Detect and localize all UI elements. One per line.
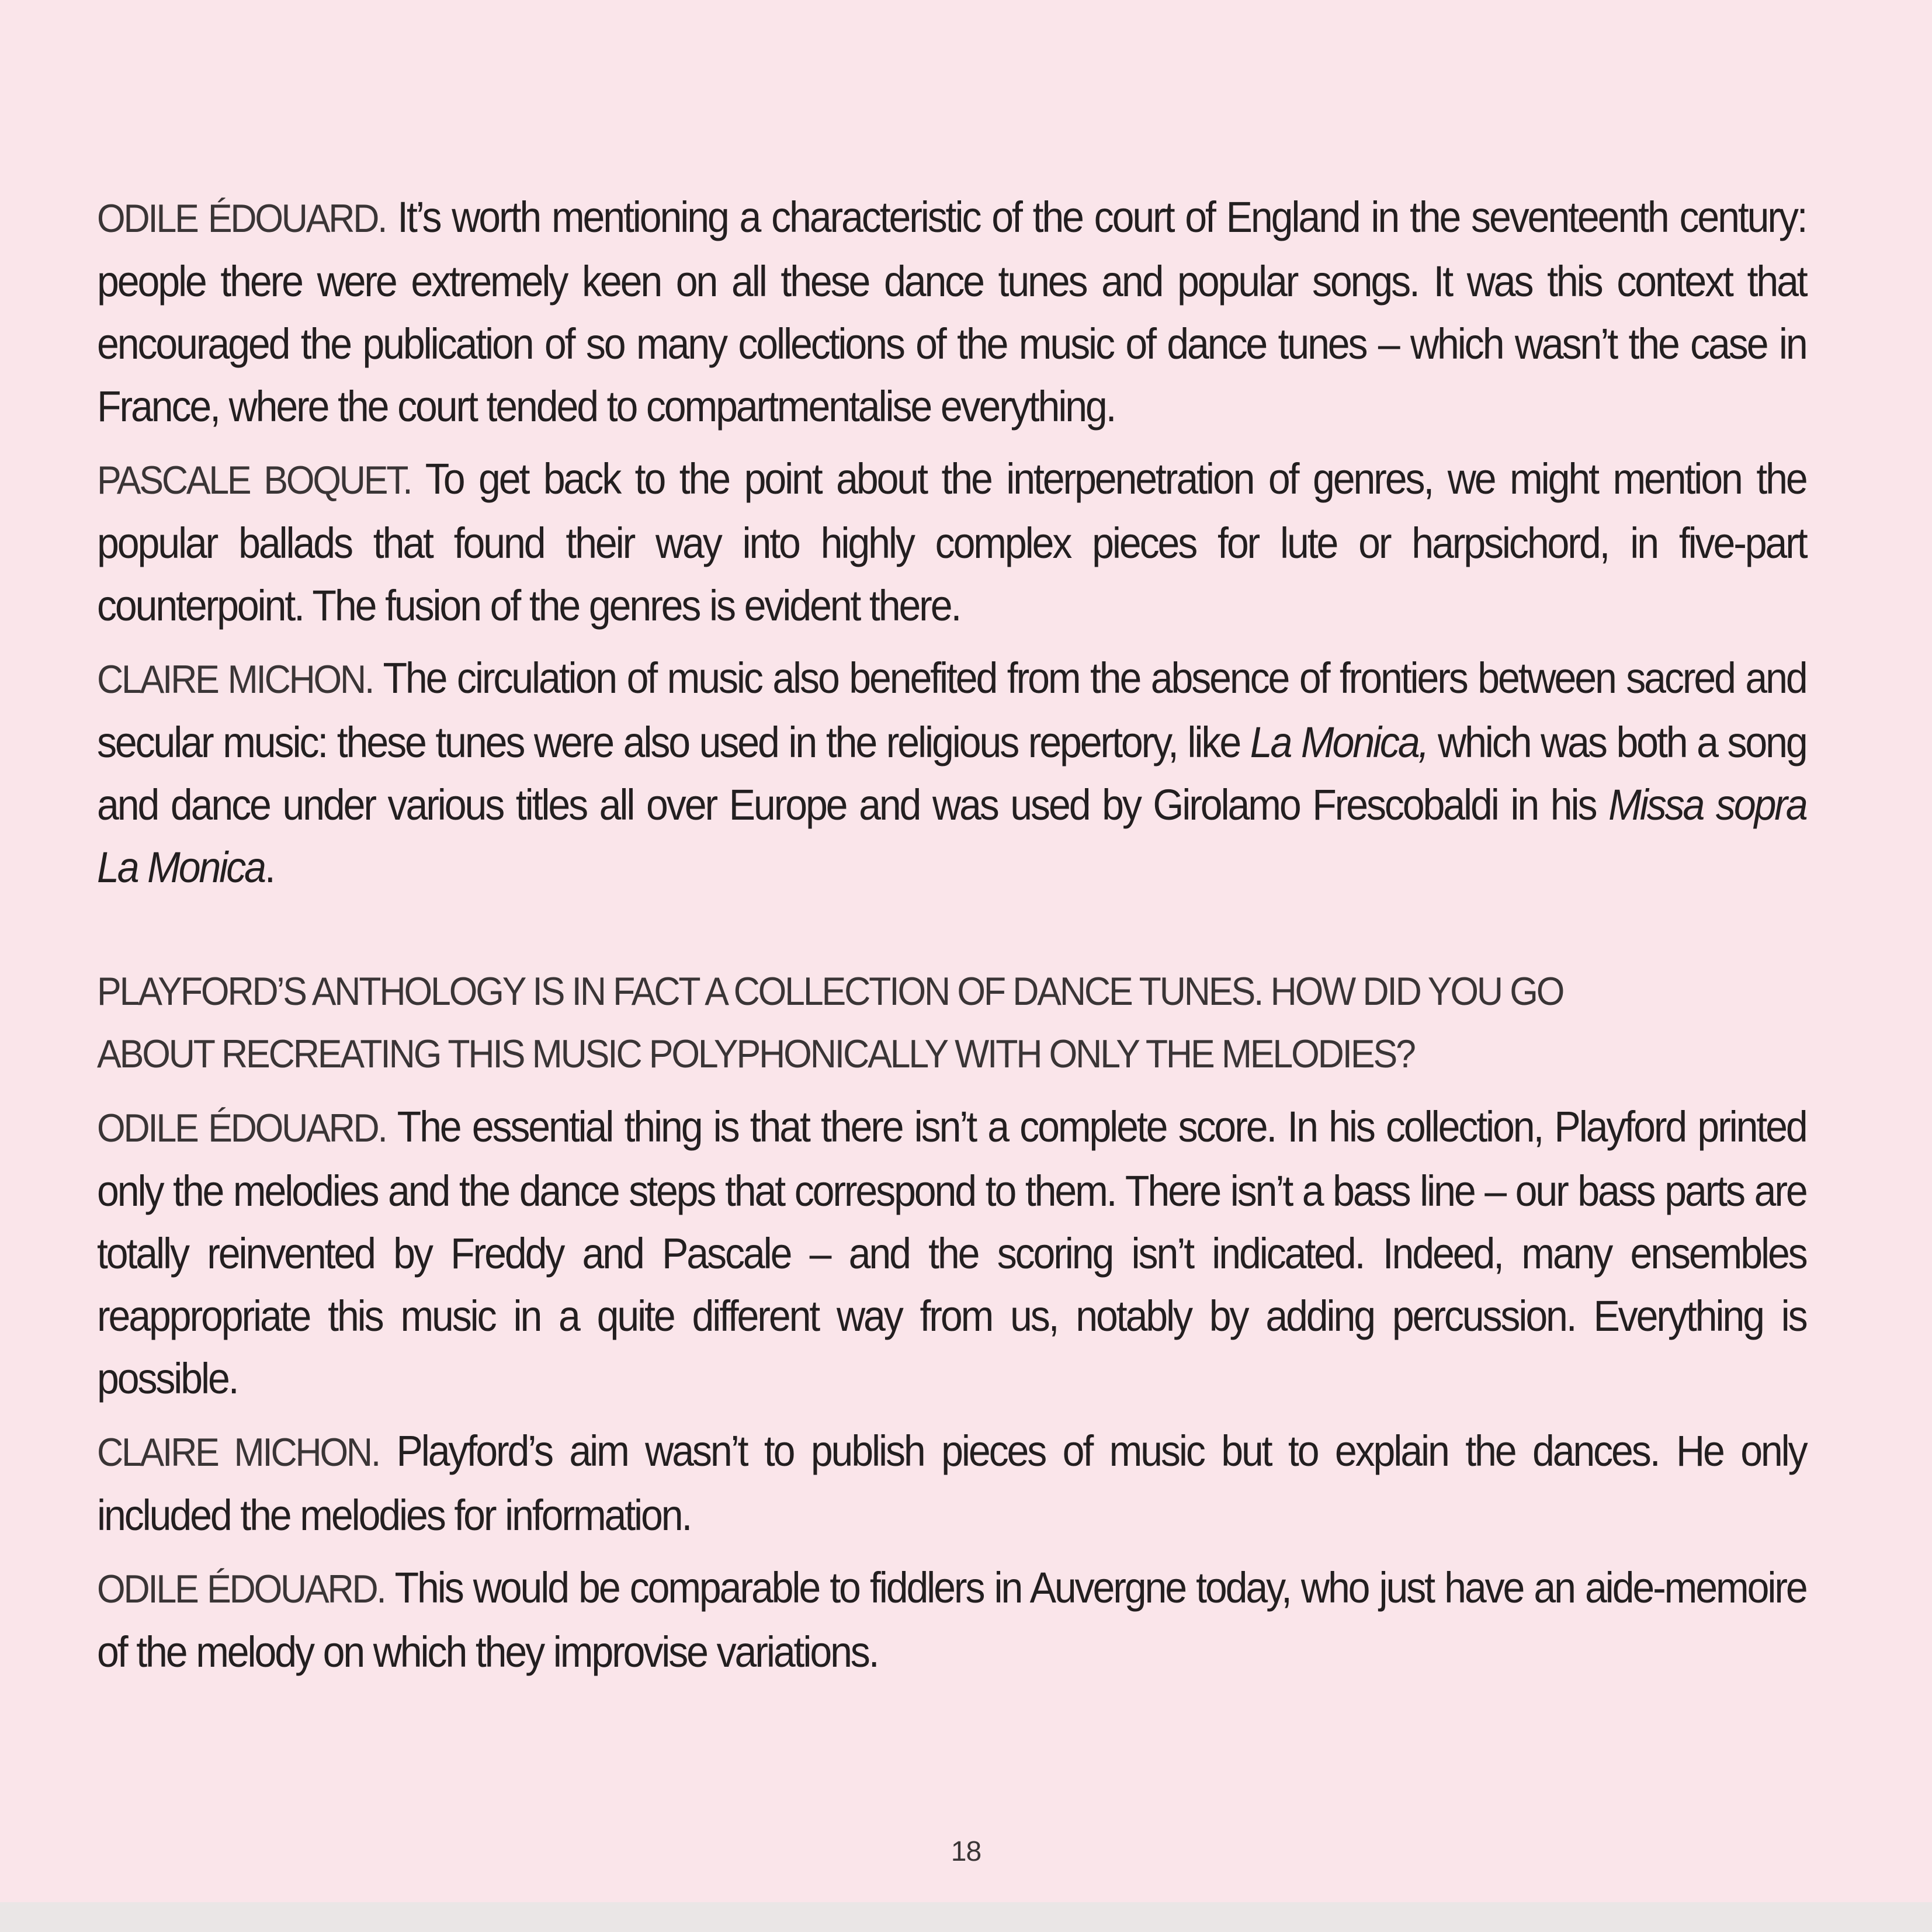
paragraph-odile-1	[97, 186, 1806, 438]
page-number: 18	[951, 1836, 981, 1867]
paragraph-pascale-1	[97, 448, 1806, 637]
paragraph-text: To get back to the point about the interpenetration of genres, we might mention the popular ballads that found their way into highly complex pieces for lute or harpsichord, in five-part counterpoint. The fusion of the genres is evident there.	[97, 455, 1806, 630]
paragraph-text: This would be comparable to fiddlers in Auvergne today, who just have an aide-memoire of the melody on which they improvise variations.	[97, 1563, 1806, 1676]
paragraph-claire-1	[97, 647, 1806, 899]
paragraph-text: .	[264, 843, 274, 892]
speaker-name: CLAIRE MICHON.	[97, 1430, 380, 1475]
work-title-missa: Missa sopra La Monica	[97, 781, 1806, 892]
paragraph-text: The essential thing is that there isn’t a complete score. In his collection, Playford printed only the melodies and the dance steps that correspond to them. There isn’t a bass line – our bass parts are totally reinvented by Freddy and Pascale – and the scoring isn’t indicated. Indeed, many ensembles reappropriate this music in a quite different way from us, notably by adding percussion. Everything is possible.	[97, 1102, 1806, 1403]
speaker-name: ODILE ÉDOUARD.	[97, 1567, 385, 1611]
speaker-name: ODILE ÉDOUARD.	[97, 1106, 386, 1150]
interview-text	[97, 186, 1806, 1693]
answer-odile-1	[97, 1095, 1806, 1410]
speaker-name: CLAIRE MICHON.	[97, 657, 373, 702]
interview-question: PLAYFORD’S ANTHOLOGY IS IN FACT A COLLECTION OF DANCE TUNES. HOW DID YOU GO ABOUT RECREATING THIS MUSIC POLYPHONICALLY WITH ONLY THE MELODIES?	[97, 969, 1563, 1076]
paragraph-text: The circulation of music also benefited from the absence of frontiers between sacred and secular music: these tunes were also used in the religious repertory, like	[97, 654, 1806, 766]
paragraph-text: which was both a song and dance under various titles all over Europe and was used by Girolamo Frescobaldi in his	[97, 718, 1806, 829]
answer-claire-1	[97, 1420, 1806, 1546]
answer-odile-2	[97, 1556, 1806, 1683]
paragraph-text: It’s worth mentioning a characteristic of the court of England in the seventeenth century: people there were extremely keen on all these dance tunes and popular songs. It was this context that encouraged the publication of so many collections of the music of dance tunes – which wasn’t the case in France, where the court tended to compartmentalise everything.	[97, 193, 1806, 431]
speaker-name: PASCALE BOQUET.	[97, 458, 411, 502]
paragraph-text: Playford’s aim wasn’t to publish pieces of music but to explain the dances. He only included the melodies for information.	[97, 1427, 1806, 1539]
speaker-name: ODILE ÉDOUARD.	[97, 196, 386, 241]
work-title-la-monica: La Monica,	[1250, 718, 1428, 766]
